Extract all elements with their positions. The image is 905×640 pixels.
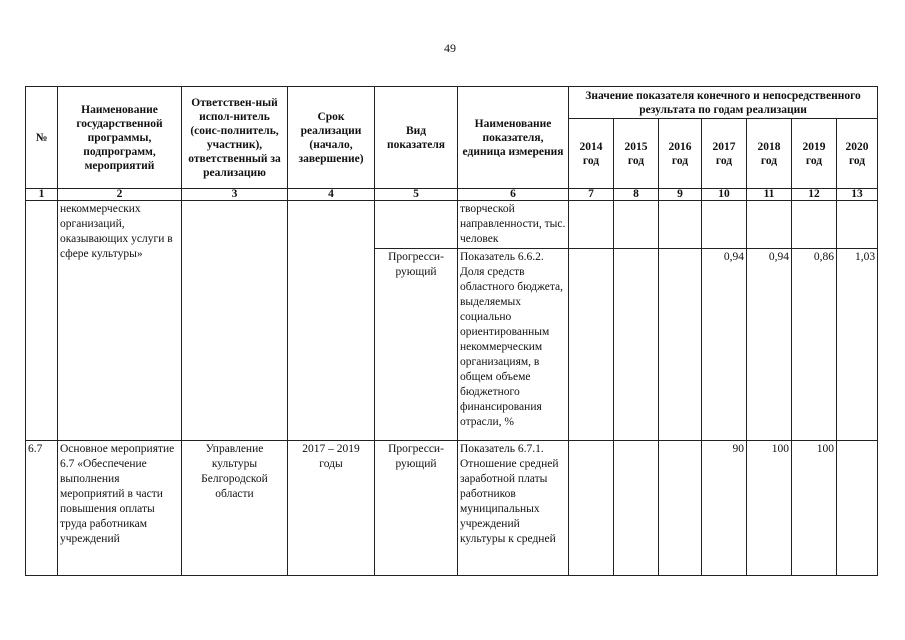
column-number: 11 bbox=[747, 189, 792, 201]
row-indicator: творческой направленности, тыс. человек bbox=[458, 201, 569, 249]
row-number: 6.7 bbox=[26, 441, 58, 576]
header-year: 2018 год bbox=[747, 119, 792, 189]
header-col-period: Срок реализации (начало, завершение) bbox=[288, 87, 375, 189]
row-value bbox=[614, 249, 659, 441]
row-value bbox=[569, 201, 614, 249]
column-number: 8 bbox=[614, 189, 659, 201]
column-number: 1 bbox=[26, 189, 58, 201]
row-value bbox=[702, 201, 747, 249]
row-kind: Прогресси-рующий bbox=[375, 249, 458, 441]
page-number: 49 bbox=[444, 41, 456, 55]
column-number: 7 bbox=[569, 189, 614, 201]
indicators-table bbox=[25, 86, 878, 576]
row-value bbox=[837, 201, 878, 249]
header-col-indicator: Наименование показателя, единица измерения bbox=[458, 87, 569, 189]
row-value: 0,94 bbox=[747, 249, 792, 441]
row-name: Основное мероприятие 6.7 «Обеспечение выполнения мероприятий в части повышения оплаты труда работникам учреждений bbox=[58, 441, 182, 576]
column-number: 4 bbox=[288, 189, 375, 201]
column-number: 6 bbox=[458, 189, 569, 201]
row-responsible: Управление культуры Белгородской области bbox=[182, 441, 288, 576]
header-year: 2019 год bbox=[792, 119, 837, 189]
row-value bbox=[837, 441, 878, 576]
row-value: 100 bbox=[747, 441, 792, 576]
row-indicator: Показатель 6.6.2. Доля средств областного бюджета, выделяемых социально ориентированным некоммерческим организациям, в общем объеме бюджетного финансирования отрасли, % bbox=[458, 249, 569, 441]
row-kind bbox=[375, 201, 458, 249]
header-col-kind: Вид показателя bbox=[375, 87, 458, 189]
column-number: 12 bbox=[792, 189, 837, 201]
column-number: 3 bbox=[182, 189, 288, 201]
row-value bbox=[614, 441, 659, 576]
row-value: 90 bbox=[702, 441, 747, 576]
row-value bbox=[792, 201, 837, 249]
row-value bbox=[659, 201, 702, 249]
row-period bbox=[288, 201, 375, 441]
row-value bbox=[659, 249, 702, 441]
header-year: 2017 год bbox=[702, 119, 747, 189]
table-row bbox=[26, 441, 878, 576]
row-number bbox=[26, 201, 58, 441]
header-col-responsible: Ответствен-ный испол-нитель (соис-полнитель, участник), ответственный за реализацию bbox=[182, 87, 288, 189]
row-value bbox=[569, 441, 614, 576]
row-value: 0,86 bbox=[792, 249, 837, 441]
row-value: 0,94 bbox=[702, 249, 747, 441]
row-period: 2017 – 2019 годы bbox=[288, 441, 375, 576]
table-row bbox=[26, 201, 878, 249]
column-number: 9 bbox=[659, 189, 702, 201]
row-indicator: Показатель 6.7.1. Отношение средней заработной платы работников муниципальных учреждений культуры к средней bbox=[458, 441, 569, 576]
header-col-values: Значение показателя конечного и непосредственного результата по годам реализации bbox=[569, 87, 878, 119]
header-col-name: Наименование государственной программы, подпрограмм, мероприятий bbox=[58, 87, 182, 189]
header-col-no: № bbox=[26, 87, 58, 189]
header-year: 2020 год bbox=[837, 119, 878, 189]
row-responsible bbox=[182, 201, 288, 441]
column-numbers-row bbox=[26, 189, 878, 201]
column-number: 13 bbox=[837, 189, 878, 201]
row-value bbox=[614, 201, 659, 249]
column-number: 2 bbox=[58, 189, 182, 201]
column-number: 5 bbox=[375, 189, 458, 201]
row-kind: Прогресси-рующий bbox=[375, 441, 458, 576]
header-year: 2014 год bbox=[569, 119, 614, 189]
row-value bbox=[747, 201, 792, 249]
header-year: 2016 год bbox=[659, 119, 702, 189]
row-value bbox=[569, 249, 614, 441]
column-number: 10 bbox=[702, 189, 747, 201]
row-name: некоммерческих организаций, оказывающих услуги в сфере культуры» bbox=[58, 201, 182, 441]
row-value: 1,03 bbox=[837, 249, 878, 441]
row-value: 100 bbox=[792, 441, 837, 576]
row-value bbox=[659, 441, 702, 576]
header-year: 2015 год bbox=[614, 119, 659, 189]
